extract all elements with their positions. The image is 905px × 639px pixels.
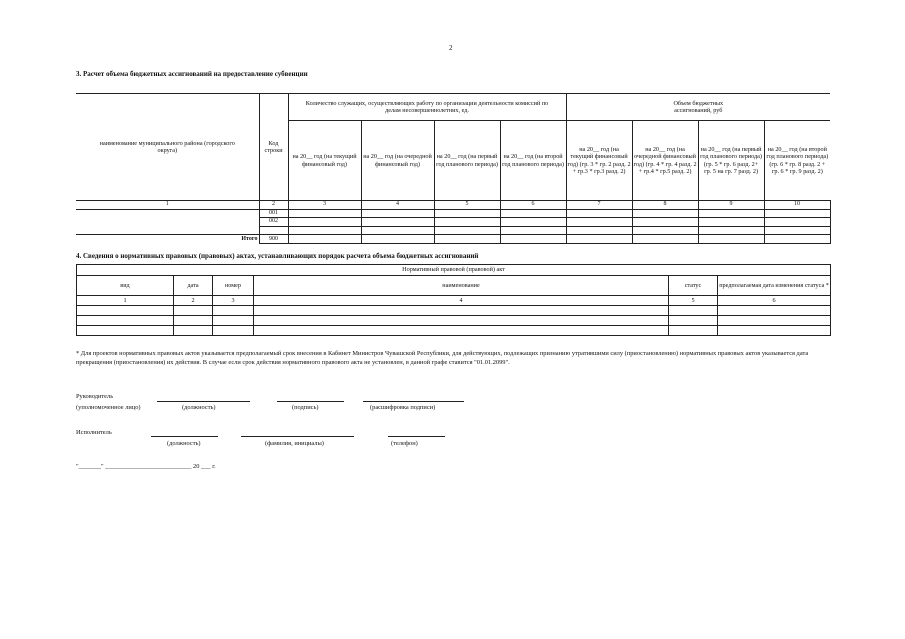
col-code-header: Код строки	[259, 94, 288, 201]
col-number: 10	[764, 201, 830, 210]
value-cell	[288, 235, 361, 244]
total-row	[76, 235, 830, 244]
head-label: Руководитель	[76, 393, 114, 400]
q-col-1: на 20__ год (на текущий финансовый год)	[288, 121, 361, 201]
table-row	[76, 209, 830, 218]
total-code: 900	[259, 235, 288, 244]
col-number-header: номер	[213, 276, 254, 296]
exec-name-line	[241, 436, 354, 437]
table-row	[77, 306, 831, 316]
col-number: 6	[500, 201, 566, 210]
col-number: 4	[361, 201, 434, 210]
date-line: "_______" ___________________________ 20 ___ г.	[76, 463, 216, 470]
col-status: статус	[669, 276, 718, 296]
q-col-3: на 20__ год (на первый год планового периода)	[434, 121, 500, 201]
value-cell	[361, 226, 434, 235]
head-sublabel: (уполномоченное лицо)	[76, 404, 141, 411]
col-number: 6	[718, 296, 831, 306]
group-quantity-header: Количество служащих, осуществляющих работу по организации деятельности комиссий по делам несовершеннолетних, ед.	[288, 94, 566, 121]
value-cell	[361, 209, 434, 218]
footnote: * Для проектов нормативных правовых актов указывается предполагаемый срок внесения в Кабинет Министров Чувашской Республики, для действующих, подлежащих признанию утратившими силу (приостановлению) нормативных правовых актов указывается дата прекращения (приостановления) их действия. В случае если срок действия нормативного правового акта не установлен, в данной графе ставится "01.01.2099".	[76, 350, 809, 366]
page-number: 2	[449, 44, 453, 52]
q-col-2: на 20__ год (на очередной финансовый год)	[361, 121, 434, 201]
col-title: наименование	[254, 276, 669, 296]
name-cell	[76, 209, 259, 218]
legal-acts-header: Нормативный правовой (правовой) акт	[77, 265, 831, 276]
value-cell	[434, 218, 500, 227]
col-number: 2	[259, 201, 288, 210]
value-cell	[698, 226, 764, 235]
col-number: 7	[566, 201, 632, 210]
value-cell	[500, 226, 566, 235]
value-cell	[632, 218, 698, 227]
col-date: дата	[174, 276, 213, 296]
col-number: 1	[77, 296, 174, 306]
col-number: 4	[254, 296, 669, 306]
value-cell	[632, 235, 698, 244]
col-expected-date: предполагаемая дата изменения статуса *	[718, 276, 831, 296]
legal-acts-table	[76, 264, 831, 336]
col-number: 5	[669, 296, 718, 306]
row-code: 001	[259, 209, 288, 218]
v-col-1: на 20__ год (на текущий финансовый год) (гр. 3 * гр. 2 разд. 2 + гр.3 * гр.3 разд. 2)	[566, 121, 632, 201]
value-cell	[566, 226, 632, 235]
section4-title: 4. Сведения о нормативных правовых (правовых) актах, устанавливающих порядок расчета объема бюджетных ассигнований	[76, 252, 479, 260]
q-col-4: на 20__ год (на второй год планового периода)	[500, 121, 566, 201]
value-cell	[698, 209, 764, 218]
col-number: 3	[288, 201, 361, 210]
section3-title: 3. Расчет объема бюджетных ассигнований на предоставление субвенции	[76, 70, 308, 78]
value-cell	[500, 218, 566, 227]
value-cell	[500, 235, 566, 244]
table-row	[76, 218, 830, 227]
exec-position-caption: (должность)	[167, 440, 201, 447]
group-volume-header: Объем бюджетных ассигнований, руб	[566, 94, 830, 121]
value-cell	[361, 218, 434, 227]
col-kind: вид	[77, 276, 174, 296]
position-caption: (должность)	[182, 404, 216, 411]
exec-name-caption: (фамилия, инициалы)	[265, 440, 324, 447]
v-col-3: на 20__ год (на первый год планового периода) (гр. 5 * гр. 6 разд. 2+ гр. 5 на гр. 7 разд. 2)	[698, 121, 764, 201]
value-cell	[500, 209, 566, 218]
total-label: Итого	[76, 235, 259, 244]
value-cell	[566, 235, 632, 244]
value-cell	[764, 218, 830, 227]
value-cell	[698, 235, 764, 244]
decoding-caption: (расшифровка подписи)	[370, 404, 436, 411]
signature-line	[277, 401, 344, 402]
col-number: 8	[632, 201, 698, 210]
exec-position-line	[151, 436, 218, 437]
value-cell	[288, 226, 361, 235]
v-col-4: на 20__ год (на второй год планового периода) (гр. 6 * гр. 8 разд. 2 + гр. 6 * гр. 9 разд. 2)	[764, 121, 830, 201]
value-cell	[361, 235, 434, 244]
table-row	[77, 316, 831, 326]
value-cell	[764, 235, 830, 244]
value-cell	[434, 226, 500, 235]
exec-phone-caption: (телефон)	[391, 440, 418, 447]
col-number: 9	[698, 201, 764, 210]
exec-phone-line	[388, 436, 445, 437]
table-row	[76, 226, 830, 235]
name-cell	[76, 226, 259, 235]
table-row	[77, 326, 831, 336]
value-cell	[764, 209, 830, 218]
signature-caption: (подпись)	[292, 404, 319, 411]
col-number: 3	[213, 296, 254, 306]
value-cell	[434, 235, 500, 244]
value-cell	[698, 218, 764, 227]
value-cell	[288, 218, 361, 227]
value-cell	[566, 209, 632, 218]
value-cell	[632, 226, 698, 235]
position-line	[157, 401, 250, 402]
col-number: 5	[434, 201, 500, 210]
col-number: 2	[174, 296, 213, 306]
col-number: 1	[76, 201, 259, 210]
decoding-line	[363, 401, 464, 402]
v-col-2: на 20__ год (на очередной финансовый год) (гр. 4 * гр. 4 разд. 2 + гр.4 * гр.5 разд. 2)	[632, 121, 698, 201]
value-cell	[566, 218, 632, 227]
budget-calculation-table	[76, 93, 831, 244]
executor-label: Исполнитель	[76, 429, 112, 436]
row-code	[259, 226, 288, 235]
value-cell	[288, 209, 361, 218]
name-cell	[76, 218, 259, 227]
row-code: 002	[259, 218, 288, 227]
col-name-header: наименование муниципального района (городского округа)	[76, 94, 259, 201]
value-cell	[434, 209, 500, 218]
value-cell	[764, 226, 830, 235]
value-cell	[632, 209, 698, 218]
